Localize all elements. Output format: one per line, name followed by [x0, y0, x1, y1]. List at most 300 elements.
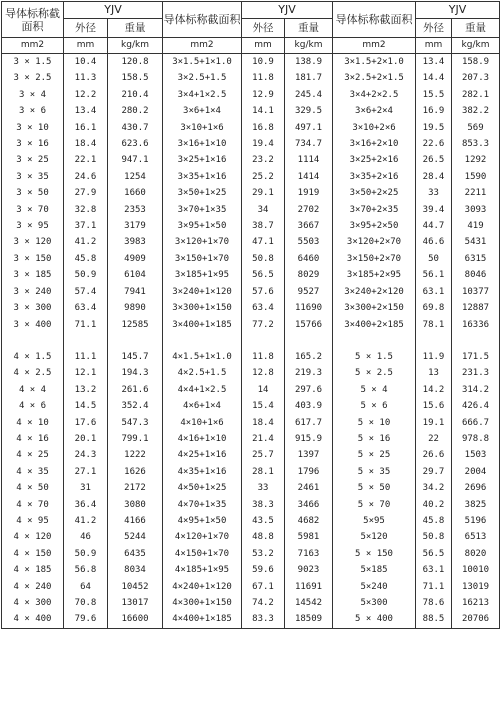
cell-weight-3: 419: [452, 218, 500, 234]
cell-area-2: 3×400+1×185: [163, 317, 242, 333]
cell-diameter-3: 56.1: [416, 267, 452, 283]
cell-diameter-3: 45.8: [416, 513, 452, 529]
cell-weight-1: 1222: [108, 447, 163, 463]
cell-weight-2: 5981: [285, 529, 333, 545]
cell-diameter-1: 45.8: [64, 251, 108, 267]
cell-diameter-2: 11.8: [242, 70, 285, 86]
cell-diameter-2: 10.9: [242, 54, 285, 71]
cell-diameter-3: 39.4: [416, 202, 452, 218]
cell-weight-1: 145.7: [108, 349, 163, 365]
header-yjv-3: YJV: [416, 2, 500, 19]
cell-area-3: 3×2.5+2×1.5: [333, 70, 416, 86]
cell-area-3: 5×240: [333, 579, 416, 595]
cell-area-3: 3×70+2×35: [333, 202, 416, 218]
cell-diameter-2: 16.8: [242, 120, 285, 136]
cell-area-3: 3×35+2×16: [333, 169, 416, 185]
cell-diameter-1: 11.3: [64, 70, 108, 86]
cell-diameter-3: 56.5: [416, 546, 452, 562]
cell-diameter-2: 18.4: [242, 415, 285, 431]
cell-weight-1: 4909: [108, 251, 163, 267]
cell-weight-3: 426.4: [452, 398, 500, 414]
spacer-cell: [64, 333, 108, 349]
cell-weight-1: 352.4: [108, 398, 163, 414]
cell-weight-2: 4682: [285, 513, 333, 529]
cell-area-2: 3×95+1×50: [163, 218, 242, 234]
table-row: [2, 529, 500, 545]
cell-weight-2: 734.7: [285, 136, 333, 152]
cell-diameter-3: 78.1: [416, 317, 452, 333]
cell-diameter-3: 46.6: [416, 234, 452, 250]
cell-weight-2: 245.4: [285, 87, 333, 103]
cell-area-1: 4 × 10: [2, 415, 64, 431]
cell-area-3: 5 × 10: [333, 415, 416, 431]
cell-area-2: 3×240+1×120: [163, 284, 242, 300]
cell-area-3: 3×240+2×120: [333, 284, 416, 300]
unit-weight-3: kg/km: [452, 38, 500, 54]
cell-area-3: 3×1.5+2×1.0: [333, 54, 416, 71]
cell-weight-3: 16213: [452, 595, 500, 611]
cell-diameter-2: 12.8: [242, 365, 285, 381]
cell-diameter-2: 15.4: [242, 398, 285, 414]
cell-weight-2: 181.7: [285, 70, 333, 86]
cell-diameter-1: 56.8: [64, 562, 108, 578]
cell-diameter-1: 57.4: [64, 284, 108, 300]
cell-diameter-2: 74.2: [242, 595, 285, 611]
header-area-label-1: 导体标称截面积: [2, 2, 64, 38]
header-weight-2: 重量: [285, 19, 333, 38]
cell-area-2: 3×25+1×16: [163, 152, 242, 168]
cell-area-3: 5 × 150: [333, 546, 416, 562]
cell-area-3: 3×4+2×2.5: [333, 87, 416, 103]
table-row: [2, 398, 500, 414]
cell-diameter-2: 67.1: [242, 579, 285, 595]
cell-weight-2: 3667: [285, 218, 333, 234]
cell-area-1: 3 × 25: [2, 152, 64, 168]
cell-weight-2: 915.9: [285, 431, 333, 447]
cell-weight-2: 297.6: [285, 382, 333, 398]
cell-area-3: 3×10+2×6: [333, 120, 416, 136]
cell-diameter-1: 24.6: [64, 169, 108, 185]
cell-weight-1: 947.1: [108, 152, 163, 168]
spacer-cell: [452, 333, 500, 349]
cell-weight-3: 8046: [452, 267, 500, 283]
unit-diameter-3: mm: [416, 38, 452, 54]
cell-area-3: 5 × 35: [333, 464, 416, 480]
cell-weight-3: 2211: [452, 185, 500, 201]
cell-area-3: 5 × 400: [333, 611, 416, 628]
cell-diameter-2: 28.1: [242, 464, 285, 480]
cell-area-2: 3×185+1×95: [163, 267, 242, 283]
table-row: [2, 152, 500, 168]
cell-diameter-3: 44.7: [416, 218, 452, 234]
cell-weight-3: 16336: [452, 317, 500, 333]
cell-area-3: 3×120+2×70: [333, 234, 416, 250]
spacer-cell: [108, 333, 163, 349]
cell-area-1: 4 × 35: [2, 464, 64, 480]
cell-weight-1: 1254: [108, 169, 163, 185]
cell-weight-2: 1919: [285, 185, 333, 201]
cell-diameter-1: 12.1: [64, 365, 108, 381]
cell-weight-3: 1503: [452, 447, 500, 463]
cell-diameter-3: 13.4: [416, 54, 452, 71]
cell-weight-2: 18509: [285, 611, 333, 628]
cell-weight-1: 210.4: [108, 87, 163, 103]
group-spacer-row: [2, 333, 500, 349]
cell-area-3: 5 × 4: [333, 382, 416, 398]
cell-weight-3: 666.7: [452, 415, 500, 431]
cell-weight-3: 231.3: [452, 365, 500, 381]
table-row: [2, 611, 500, 628]
cell-diameter-2: 83.3: [242, 611, 285, 628]
cell-area-3: 5 × 1.5: [333, 349, 416, 365]
cell-diameter-2: 53.2: [242, 546, 285, 562]
table-row: [2, 317, 500, 333]
cell-diameter-2: 33: [242, 480, 285, 496]
cell-area-3: 5×120: [333, 529, 416, 545]
cell-diameter-2: 25.7: [242, 447, 285, 463]
cell-area-2: 4×25+1×16: [163, 447, 242, 463]
cell-diameter-1: 63.4: [64, 300, 108, 316]
cell-area-1: 4 × 150: [2, 546, 64, 562]
cell-weight-1: 8034: [108, 562, 163, 578]
cell-diameter-1: 50.9: [64, 267, 108, 283]
table-row: [2, 562, 500, 578]
cell-weight-3: 207.3: [452, 70, 500, 86]
cell-diameter-3: 22.6: [416, 136, 452, 152]
cell-diameter-1: 79.6: [64, 611, 108, 628]
cell-weight-3: 12887: [452, 300, 500, 316]
cell-diameter-1: 64: [64, 579, 108, 595]
cell-diameter-1: 18.4: [64, 136, 108, 152]
cell-area-2: 3×120+1×70: [163, 234, 242, 250]
cell-weight-1: 261.6: [108, 382, 163, 398]
cell-area-1: 4 × 16: [2, 431, 64, 447]
cell-area-2: 4×150+1×70: [163, 546, 242, 562]
cell-weight-1: 3080: [108, 497, 163, 513]
spacer-cell: [242, 333, 285, 349]
cell-diameter-1: 50.9: [64, 546, 108, 562]
cell-area-2: 4×120+1×70: [163, 529, 242, 545]
cell-weight-1: 6435: [108, 546, 163, 562]
cell-area-2: 4×6+1×4: [163, 398, 242, 414]
table-row: [2, 202, 500, 218]
cell-diameter-3: 11.9: [416, 349, 452, 365]
cell-area-2: 4×2.5+1.5: [163, 365, 242, 381]
cell-area-2: 3×70+1×35: [163, 202, 242, 218]
cell-diameter-3: 50.8: [416, 529, 452, 545]
cell-area-1: 3 × 400: [2, 317, 64, 333]
cell-weight-1: 547.3: [108, 415, 163, 431]
cell-weight-1: 1660: [108, 185, 163, 201]
cell-weight-2: 6460: [285, 251, 333, 267]
cell-weight-1: 120.8: [108, 54, 163, 71]
cell-weight-3: 978.8: [452, 431, 500, 447]
cell-diameter-2: 38.7: [242, 218, 285, 234]
cell-area-1: 3 × 6: [2, 103, 64, 119]
cell-weight-3: 3825: [452, 497, 500, 513]
cell-area-3: 3×300+2×150: [333, 300, 416, 316]
table-row: [2, 284, 500, 300]
cell-diameter-1: 14.5: [64, 398, 108, 414]
cell-area-2: 4×16+1×10: [163, 431, 242, 447]
cell-area-1: 3 × 16: [2, 136, 64, 152]
unit-diameter-1: mm: [64, 38, 108, 54]
cell-weight-2: 1397: [285, 447, 333, 463]
cell-weight-1: 158.5: [108, 70, 163, 86]
cell-diameter-1: 41.2: [64, 234, 108, 250]
cell-weight-2: 2461: [285, 480, 333, 496]
cell-weight-3: 20706: [452, 611, 500, 628]
table-row: [2, 415, 500, 431]
cell-area-3: 3×6+2×4: [333, 103, 416, 119]
cell-diameter-2: 34: [242, 202, 285, 218]
cell-area-1: 3 × 4: [2, 87, 64, 103]
cell-area-3: 5×300: [333, 595, 416, 611]
cell-weight-3: 6315: [452, 251, 500, 267]
table-row: [2, 595, 500, 611]
table-row: [2, 169, 500, 185]
cell-area-2: 4×50+1×25: [163, 480, 242, 496]
cell-weight-3: 314.2: [452, 382, 500, 398]
cell-area-2: 3×300+1×150: [163, 300, 242, 316]
cell-area-2: 3×6+1×4: [163, 103, 242, 119]
unit-area-1: mm2: [2, 38, 64, 54]
cell-diameter-2: 14.1: [242, 103, 285, 119]
table-row: [2, 382, 500, 398]
cell-weight-3: 569: [452, 120, 500, 136]
cell-diameter-1: 12.2: [64, 87, 108, 103]
cell-weight-2: 1114: [285, 152, 333, 168]
cell-area-3: 5 × 6: [333, 398, 416, 414]
cell-diameter-1: 27.9: [64, 185, 108, 201]
cell-area-1: 4 × 300: [2, 595, 64, 611]
cell-diameter-1: 27.1: [64, 464, 108, 480]
cell-diameter-1: 10.4: [64, 54, 108, 71]
cell-diameter-3: 78.6: [416, 595, 452, 611]
cell-weight-1: 3179: [108, 218, 163, 234]
cell-diameter-3: 19.5: [416, 120, 452, 136]
cell-diameter-2: 63.4: [242, 300, 285, 316]
table-row: [2, 218, 500, 234]
header-row-1: [2, 2, 500, 19]
cell-area-1: 4 × 1.5: [2, 349, 64, 365]
cell-diameter-1: 11.1: [64, 349, 108, 365]
cell-diameter-3: 26.5: [416, 152, 452, 168]
unit-area-2: mm2: [163, 38, 242, 54]
cell-area-1: 3 × 2.5: [2, 70, 64, 86]
header-weight-1: 重量: [108, 19, 163, 38]
cell-area-1: 4 × 70: [2, 497, 64, 513]
cell-weight-3: 8020: [452, 546, 500, 562]
cell-area-3: 5 × 70: [333, 497, 416, 513]
cell-area-2: 4×70+1×35: [163, 497, 242, 513]
cell-area-2: 4×95+1×50: [163, 513, 242, 529]
cell-diameter-3: 19.1: [416, 415, 452, 431]
cell-weight-1: 13017: [108, 595, 163, 611]
cell-diameter-2: 50.8: [242, 251, 285, 267]
spacer-cell: [333, 333, 416, 349]
cell-diameter-2: 11.8: [242, 349, 285, 365]
cell-diameter-3: 15.5: [416, 87, 452, 103]
cell-weight-1: 1626: [108, 464, 163, 480]
cell-weight-3: 6513: [452, 529, 500, 545]
cell-diameter-1: 32.8: [64, 202, 108, 218]
table-body: [2, 2, 500, 629]
header-outer-diameter-3: 外径: [416, 19, 452, 38]
table-row: [2, 234, 500, 250]
cell-diameter-3: 26.6: [416, 447, 452, 463]
cell-weight-2: 9023: [285, 562, 333, 578]
cell-diameter-3: 34.2: [416, 480, 452, 496]
unit-row: [2, 38, 500, 54]
table-row: [2, 546, 500, 562]
cell-weight-2: 497.1: [285, 120, 333, 136]
spacer-cell: [163, 333, 242, 349]
cell-weight-3: 13019: [452, 579, 500, 595]
cell-weight-1: 5244: [108, 529, 163, 545]
cell-diameter-2: 14: [242, 382, 285, 398]
cell-area-2: 3×16+1×10: [163, 136, 242, 152]
table-row: [2, 70, 500, 86]
cell-weight-1: 2353: [108, 202, 163, 218]
spacer-cell: [2, 333, 64, 349]
cell-area-1: 3 × 50: [2, 185, 64, 201]
cell-weight-1: 623.6: [108, 136, 163, 152]
header-weight-3: 重量: [452, 19, 500, 38]
cell-weight-3: 282.1: [452, 87, 500, 103]
cell-diameter-2: 56.5: [242, 267, 285, 283]
cell-area-2: 3×4+1×2.5: [163, 87, 242, 103]
cell-diameter-1: 17.6: [64, 415, 108, 431]
unit-area-3: mm2: [333, 38, 416, 54]
table-row: [2, 513, 500, 529]
cell-diameter-1: 37.1: [64, 218, 108, 234]
cell-diameter-2: 25.2: [242, 169, 285, 185]
cell-area-1: 4 × 2.5: [2, 365, 64, 381]
cell-diameter-1: 71.1: [64, 317, 108, 333]
cell-weight-2: 3466: [285, 497, 333, 513]
cell-area-1: 3 × 95: [2, 218, 64, 234]
cell-area-3: 3×185+2×95: [333, 267, 416, 283]
cell-diameter-2: 12.9: [242, 87, 285, 103]
cell-area-3: 3×25+2×16: [333, 152, 416, 168]
cell-weight-1: 280.2: [108, 103, 163, 119]
cell-weight-3: 853.3: [452, 136, 500, 152]
cell-diameter-2: 48.8: [242, 529, 285, 545]
cell-diameter-3: 63.1: [416, 562, 452, 578]
cell-diameter-1: 20.1: [64, 431, 108, 447]
cell-weight-3: 1590: [452, 169, 500, 185]
cell-diameter-3: 16.9: [416, 103, 452, 119]
cell-weight-2: 1414: [285, 169, 333, 185]
cell-area-1: 4 × 50: [2, 480, 64, 496]
cell-weight-1: 2172: [108, 480, 163, 496]
cell-diameter-1: 31: [64, 480, 108, 496]
cell-weight-2: 8029: [285, 267, 333, 283]
cell-weight-3: 171.5: [452, 349, 500, 365]
cell-diameter-2: 21.4: [242, 431, 285, 447]
cell-diameter-3: 15.6: [416, 398, 452, 414]
header-row-2: [2, 19, 500, 38]
cell-diameter-1: 13.4: [64, 103, 108, 119]
cell-area-1: 4 × 4: [2, 382, 64, 398]
cell-weight-1: 12585: [108, 317, 163, 333]
cell-area-3: 5×185: [333, 562, 416, 578]
cell-weight-2: 5503: [285, 234, 333, 250]
cell-area-3: 5 × 50: [333, 480, 416, 496]
cell-diameter-2: 19.4: [242, 136, 285, 152]
cell-area-3: 5 × 25: [333, 447, 416, 463]
cell-diameter-2: 29.1: [242, 185, 285, 201]
spacer-cell: [285, 333, 333, 349]
header-area-label-2: 导体标称截面积: [163, 2, 242, 38]
unit-diameter-2: mm: [242, 38, 285, 54]
cell-diameter-3: 13: [416, 365, 452, 381]
cell-weight-2: 403.9: [285, 398, 333, 414]
cell-area-2: 4×1.5+1×1.0: [163, 349, 242, 365]
table-row: [2, 267, 500, 283]
table-row: [2, 300, 500, 316]
cell-diameter-2: 77.2: [242, 317, 285, 333]
cell-diameter-3: 33: [416, 185, 452, 201]
cell-weight-2: 11691: [285, 579, 333, 595]
cell-weight-2: 329.5: [285, 103, 333, 119]
cell-diameter-2: 23.2: [242, 152, 285, 168]
header-outer-diameter-1: 外径: [64, 19, 108, 38]
cell-weight-3: 10377: [452, 284, 500, 300]
cell-diameter-1: 16.1: [64, 120, 108, 136]
cell-weight-2: 2702: [285, 202, 333, 218]
header-yjv-2: YJV: [242, 2, 333, 19]
yjv-spec-table: [1, 1, 500, 629]
cell-diameter-1: 46: [64, 529, 108, 545]
table-row: [2, 480, 500, 496]
cell-diameter-3: 29.7: [416, 464, 452, 480]
header-area-label-3: 导体标称截面积: [333, 2, 416, 38]
cell-weight-1: 4166: [108, 513, 163, 529]
cell-area-1: 4 × 6: [2, 398, 64, 414]
table-row: [2, 185, 500, 201]
cell-area-2: 3×50+1×25: [163, 185, 242, 201]
cell-area-2: 3×150+1×70: [163, 251, 242, 267]
cell-diameter-2: 57.6: [242, 284, 285, 300]
cell-area-3: 3×50+2×25: [333, 185, 416, 201]
cell-diameter-3: 28.4: [416, 169, 452, 185]
cell-weight-1: 430.7: [108, 120, 163, 136]
table-row: [2, 136, 500, 152]
table-row: [2, 120, 500, 136]
cell-diameter-1: 13.2: [64, 382, 108, 398]
cell-area-2: 4×400+1×185: [163, 611, 242, 628]
cell-weight-2: 14542: [285, 595, 333, 611]
cell-diameter-3: 14.2: [416, 382, 452, 398]
cell-diameter-1: 70.8: [64, 595, 108, 611]
cell-area-2: 3×10+1×6: [163, 120, 242, 136]
cell-weight-3: 158.9: [452, 54, 500, 71]
cell-diameter-3: 69.8: [416, 300, 452, 316]
unit-weight-1: kg/km: [108, 38, 163, 54]
cell-area-3: 3×95+2×50: [333, 218, 416, 234]
cell-weight-3: 10010: [452, 562, 500, 578]
cell-weight-1: 10452: [108, 579, 163, 595]
cell-area-1: 3 × 35: [2, 169, 64, 185]
cell-weight-2: 1796: [285, 464, 333, 480]
cell-weight-1: 6104: [108, 267, 163, 283]
cell-diameter-2: 59.6: [242, 562, 285, 578]
cell-diameter-3: 22: [416, 431, 452, 447]
cell-area-3: 5 × 16: [333, 431, 416, 447]
cell-area-1: 4 × 25: [2, 447, 64, 463]
